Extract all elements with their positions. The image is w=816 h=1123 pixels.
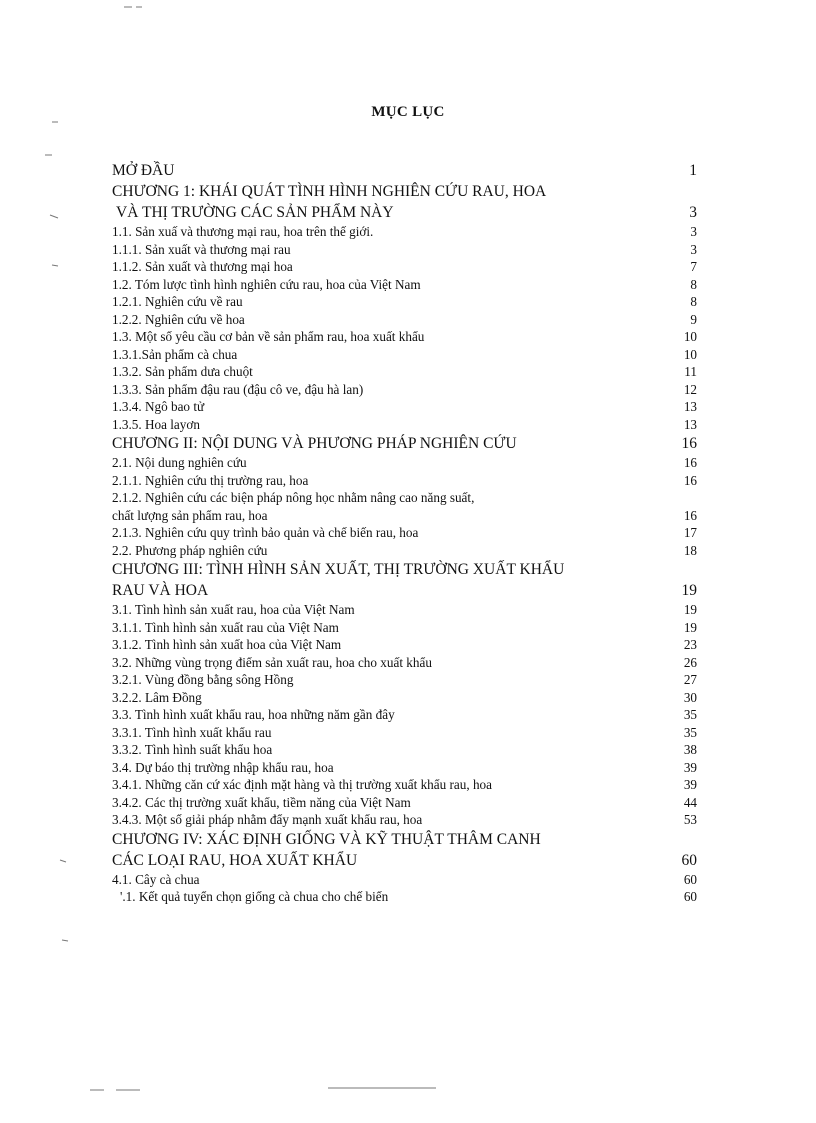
toc-entry-title: CHƯƠNG IV: XÁC ĐỊNH GIỐNG VÀ KỸ THUẬT THÂM CANH — [112, 830, 541, 848]
toc-entry-page: 17 — [683, 525, 697, 540]
toc-entry-title: 3.4. Dự báo thị trường nhập khẩu rau, hoa — [112, 759, 334, 775]
toc-entry-page: 19 — [683, 619, 697, 635]
toc-entry-title: 2.1.2. Nghiên cứu các biện pháp nông học nhằm nâng cao năng suất, — [112, 490, 475, 505]
toc-entry-page: 13 — [683, 399, 697, 414]
toc-entry-title: 3.4.1. Những căn cứ xác định mặt hàng và thị trường xuất khẩu rau, hoa — [112, 777, 492, 792]
toc-entry-title: CHƯƠNG III: TÌNH HÌNH SẢN XUẤT, THỊ TRƯỜNG XUẤT KHẨU — [112, 561, 565, 578]
toc-entry-page: 3 — [690, 241, 697, 257]
toc-entry-page: 13 — [683, 416, 697, 432]
toc-entry-page: 39 — [683, 759, 697, 775]
toc-entry-title: 1.3.3. Sản phẩm đậu rau (đậu cô ve, đậu hà lan) — [112, 381, 364, 397]
toc-entry-page: 8 — [690, 294, 697, 309]
toc-entry — [112, 223, 697, 241]
toc-entry — [112, 381, 697, 399]
toc-entry-page: 9 — [690, 311, 697, 327]
toc-entry-title: 1.1. Sản xuấ và thương mại rau, hoa trên thế giới. — [112, 224, 374, 239]
toc-entry-title: 1.3.1.Sản phẩm cà chua — [112, 346, 238, 362]
toc-entry — [112, 741, 697, 759]
toc-entry-title: CHƯƠNG 1: KHÁI QUÁT TÌNH HÌNH NGHIÊN CỨU RAU, HOA — [112, 183, 547, 200]
toc-entry-title: 3.3.2. Tình hình suất khẩu hoa — [112, 742, 273, 757]
toc-entry-page: 38 — [683, 742, 697, 757]
toc-entry — [112, 811, 697, 829]
toc-entry-page: 35 — [683, 724, 697, 740]
toc-entry-page: 12 — [683, 381, 697, 397]
toc-entry-page: 39 — [683, 777, 697, 792]
toc-entry-page: 7 — [690, 259, 697, 274]
toc-entry-title: 3.2. Những vùng trọng điểm sản xuất rau, hoa cho xuất khẩu — [112, 654, 432, 670]
table-of-contents — [112, 160, 697, 906]
toc-entry-page: 60 — [683, 889, 697, 904]
toc-entry-title: 3.1.2. Tình hình sản xuất hoa của Việt Nam — [112, 637, 342, 652]
toc-entry-title: 3.1. Tình hình sản xuất rau, hoa của Việt Nam — [112, 602, 355, 617]
toc-entry-page: 19 — [683, 602, 697, 617]
toc-entry-page: 8 — [690, 276, 697, 292]
toc-entry — [112, 542, 697, 560]
toc-entry-title: 4.1. Cây cà chua — [112, 871, 200, 887]
toc-entry-page: 53 — [683, 812, 697, 827]
toc-entry — [112, 202, 697, 223]
toc-entry — [112, 472, 697, 490]
toc-entry — [112, 241, 697, 259]
toc-entry-page: 35 — [683, 707, 697, 722]
toc-entry-title: CÁC LOẠI RAU, HOA XUẤT KHẨU — [112, 851, 358, 869]
toc-entry-title: 3.1.1. Tình hình sản xuất rau của Việt Nam — [112, 619, 339, 635]
toc-entry-title: 1.3. Một số yêu cầu cơ bản về sản phẩm rau, hoa xuất khẩu — [112, 329, 425, 344]
toc-entry-title: 1.2.2. Nghiên cứu về hoa — [112, 311, 245, 327]
toc-entry-title: 1.1.1. Sản xuất và thương mại rau — [112, 241, 291, 257]
toc-entry — [112, 759, 697, 777]
toc-entry-page: 44 — [683, 794, 697, 810]
toc-entry — [112, 346, 697, 364]
toc-entry — [112, 850, 697, 871]
toc-entry-title: 1.1.2. Sản xuất và thương mại hoa — [112, 259, 293, 274]
toc-entry-page: 3 — [690, 224, 697, 239]
toc-entry-title: MỞ ĐẦU — [112, 162, 175, 179]
toc-entry-title: 3.3. Tình hình xuất khẩu rau, hoa những năm gần đây — [112, 707, 395, 722]
toc-entry — [112, 829, 697, 850]
toc-entry-page: 60 — [683, 871, 697, 887]
toc-entry — [112, 706, 697, 724]
toc-entry — [112, 258, 697, 276]
toc-entry — [112, 671, 697, 689]
page-title: MỤC LỤC — [371, 104, 445, 120]
toc-entry — [112, 794, 697, 812]
toc-entry — [112, 601, 697, 619]
toc-entry-title: RAU VÀ HOA — [112, 582, 209, 599]
toc-entry-title: 3.2.2. Lâm Đồng — [112, 689, 202, 705]
toc-entry-title: 3.2.1. Vùng đồng bằng sông Hồng — [112, 672, 294, 687]
toc-entry — [112, 507, 697, 525]
toc-entry — [112, 776, 697, 794]
toc-entry — [112, 654, 697, 672]
toc-entry — [112, 454, 697, 472]
toc-entry-title: chất lượng sản phẩm rau, hoa — [112, 507, 268, 523]
toc-entry-page: 3 — [689, 204, 697, 221]
toc-entry-title: VÀ THỊ TRƯỜNG CÁC SẢN PHẨM NÀY — [116, 204, 394, 221]
toc-entry — [112, 871, 697, 889]
toc-entry-page: 23 — [683, 637, 697, 652]
toc-entry — [112, 293, 697, 311]
toc-entry — [112, 160, 697, 181]
toc-entry-title: 2.2. Phương pháp nghiên cứu — [112, 542, 268, 558]
toc-entry-page: 16 — [683, 507, 697, 523]
toc-entry — [112, 363, 697, 381]
toc-entry-title: 3.4.2. Các thị trường xuất khẩu, tiềm năng của Việt Nam — [112, 794, 411, 810]
toc-entry-title: 1.3.5. Hoa layơn — [112, 416, 200, 432]
toc-entry-page: 27 — [683, 672, 697, 687]
toc-entry-title: 1.2.1. Nghiên cứu về rau — [112, 294, 243, 309]
toc-entry — [112, 398, 697, 416]
toc-entry — [112, 689, 697, 707]
toc-entry-page: 16 — [681, 435, 697, 452]
toc-entry — [112, 181, 697, 202]
toc-entry — [112, 276, 697, 294]
toc-entry-page: 11 — [684, 364, 697, 379]
toc-entry-title: 1.3.2. Sản phẩm dưa chuột — [112, 364, 253, 379]
toc-entry — [112, 311, 697, 329]
toc-entry-page: 60 — [681, 851, 697, 869]
toc-entry-title: 2.1.1. Nghiên cứu thị trường rau, hoa — [112, 472, 309, 488]
toc-entry-page: 16 — [683, 472, 697, 488]
toc-entry-title: 3.3.1. Tình hình xuất khẩu rau — [112, 724, 272, 740]
toc-entry-page: 19 — [681, 582, 697, 599]
toc-entry-title: '.1. Kết quả tuyển chọn giống cà chua cho chế biến — [120, 889, 389, 904]
toc-entry-page: 10 — [683, 329, 697, 344]
toc-entry — [112, 724, 697, 742]
toc-entry-page: 16 — [683, 455, 697, 470]
toc-entry-title: 3.4.3. Một số giải pháp nhằm đẩy mạnh xuất khẩu rau, hoa — [112, 812, 423, 827]
toc-entry — [112, 636, 697, 654]
toc-entry-title: 1.3.4. Ngô bao tử — [112, 399, 205, 414]
toc-entry-title: 2.1.3. Nghiên cứu quy trình bảo quản và chế biến rau, hoa — [112, 525, 419, 540]
toc-entry-page: 1 — [689, 162, 697, 179]
toc-entry-title: 1.2. Tóm lược tình hình nghiên cứu rau, hoa của Việt Nam — [112, 276, 421, 292]
toc-entry — [112, 888, 697, 906]
toc-entry-page: 18 — [683, 542, 697, 558]
toc-entry — [112, 489, 697, 507]
toc-entry-title: 2.1. Nội dung nghiên cứu — [112, 455, 247, 470]
toc-entry-page: 26 — [683, 654, 697, 670]
toc-entry — [112, 524, 697, 542]
toc-entry — [112, 619, 697, 637]
toc-entry — [112, 580, 697, 601]
toc-entry — [112, 416, 697, 434]
toc-entry-title: CHƯƠNG II: NỘI DUNG VÀ PHƯƠNG PHÁP NGHIÊN CỨU — [112, 435, 517, 452]
toc-entry — [112, 433, 697, 454]
toc-entry-page: 10 — [683, 346, 697, 362]
toc-entry-page: 30 — [683, 689, 697, 705]
toc-entry — [112, 559, 697, 580]
toc-entry — [112, 328, 697, 346]
